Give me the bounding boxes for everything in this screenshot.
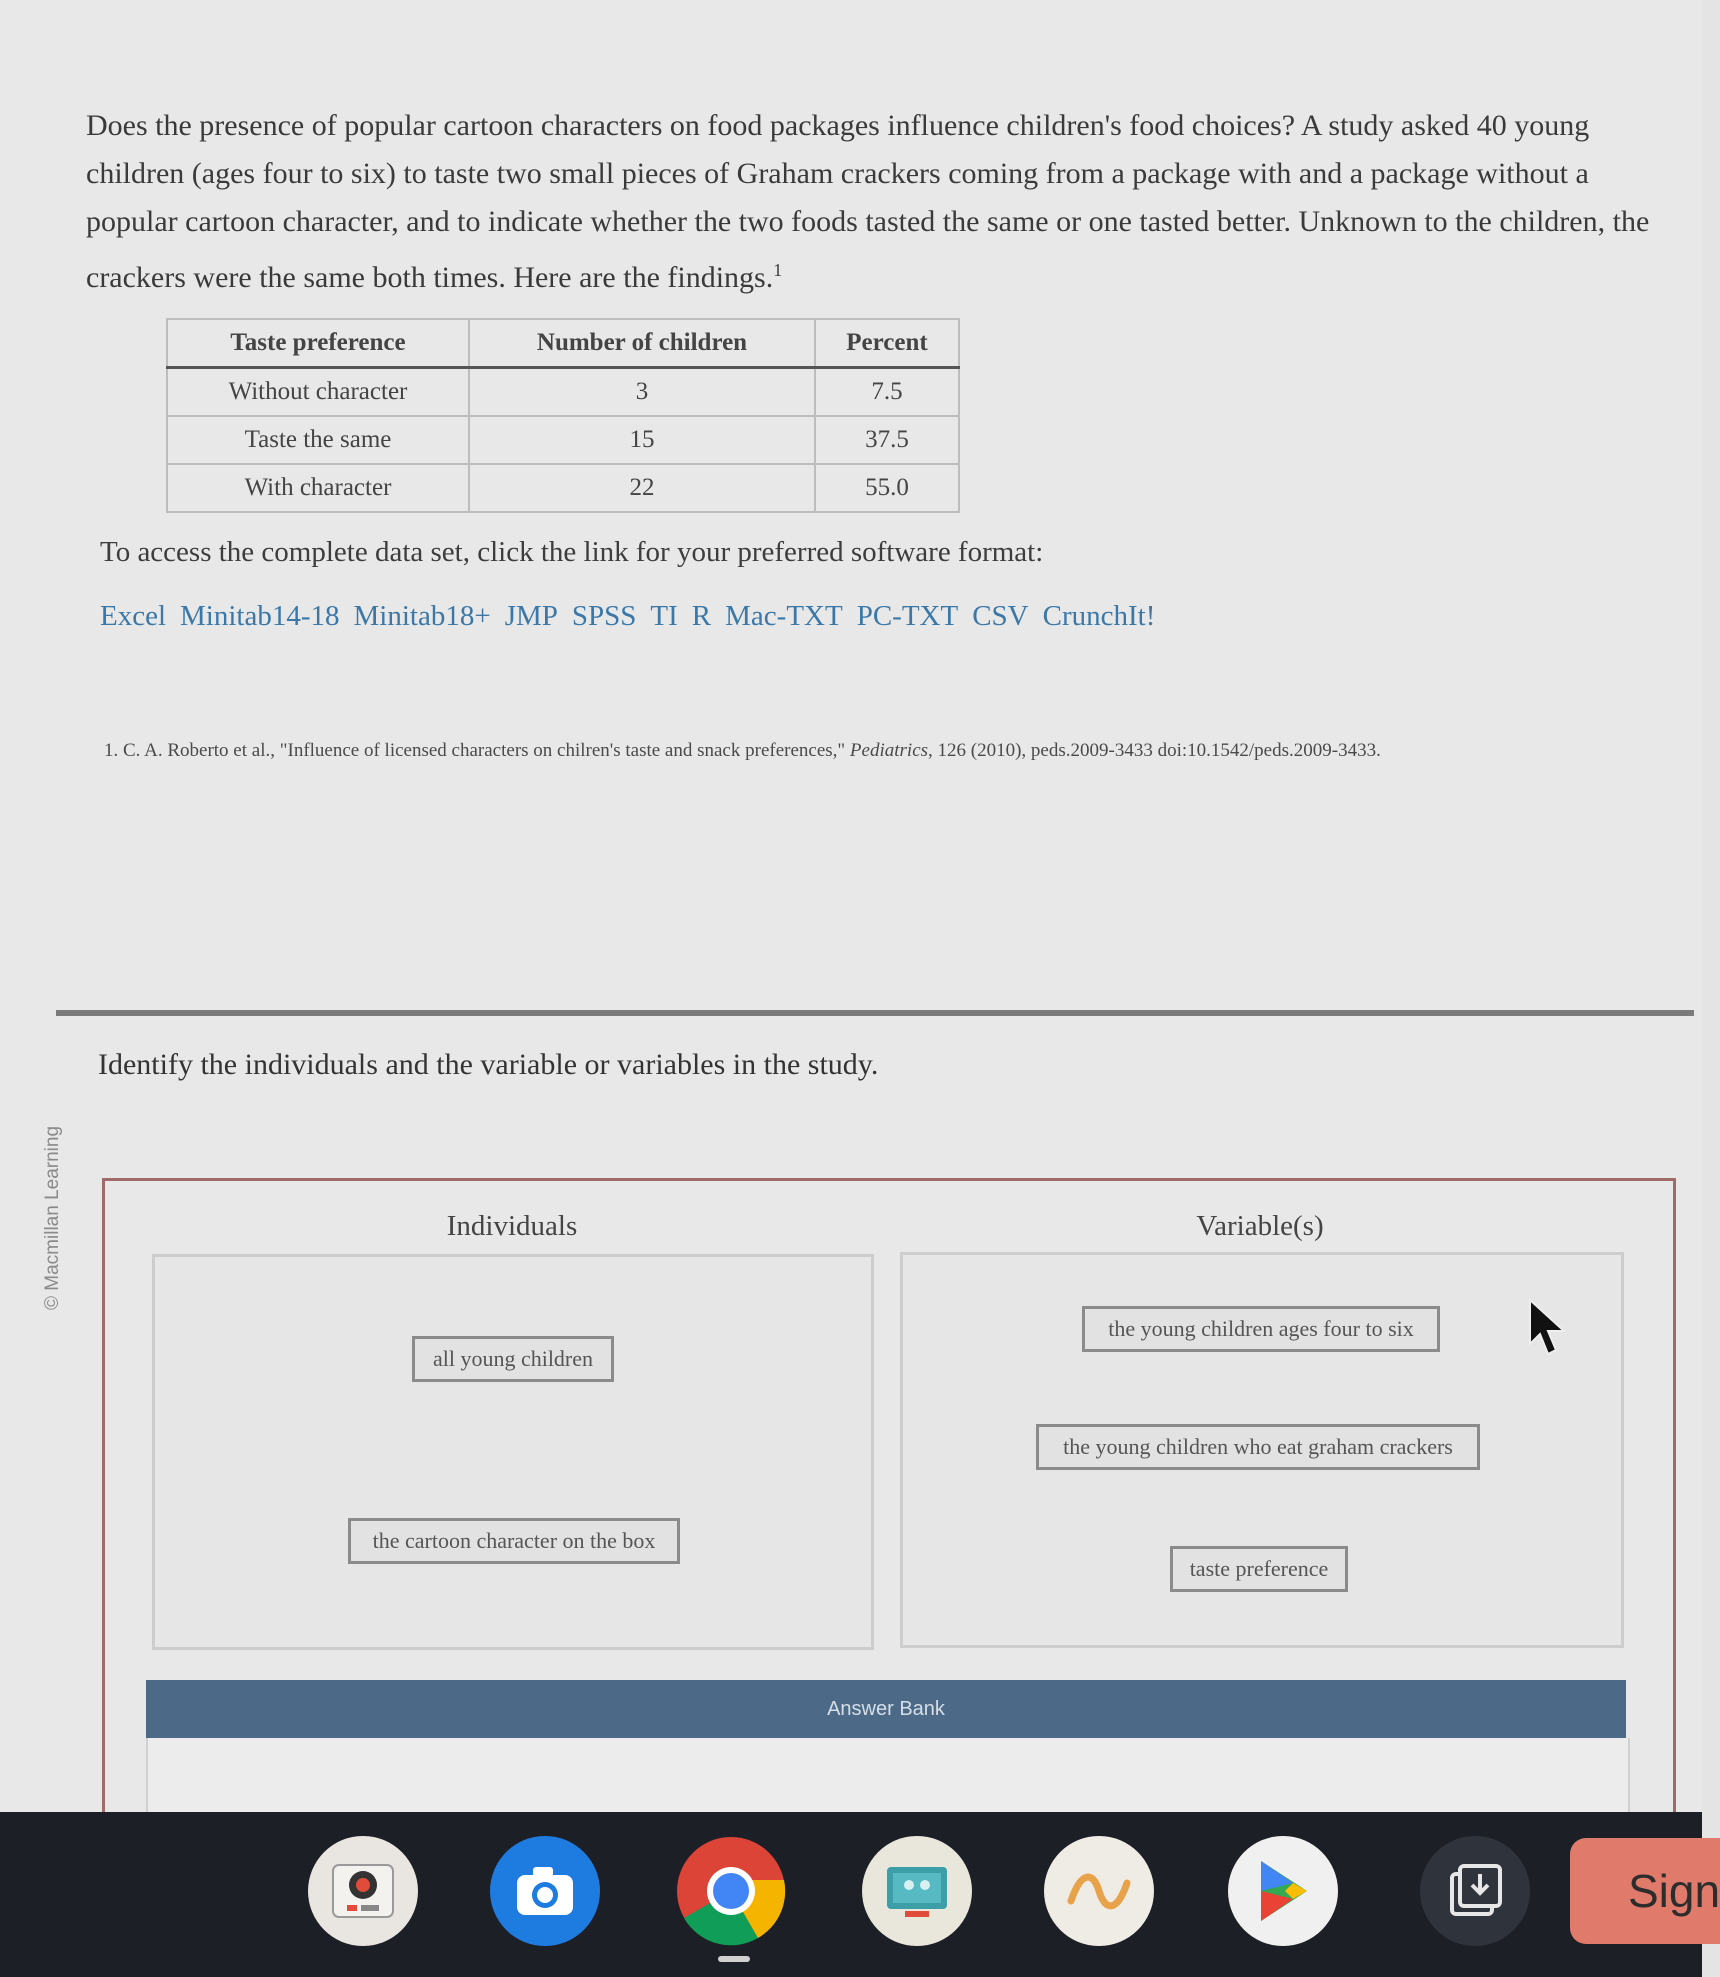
link-minitab18plus[interactable]: Minitab18+ <box>353 600 491 632</box>
link-r[interactable]: R <box>691 600 712 632</box>
table-cell: 22 <box>469 464 815 512</box>
findings-table <box>166 318 960 513</box>
table-row <box>167 368 959 417</box>
table-cell: Taste the same <box>167 416 469 464</box>
individuals-drop-zone[interactable] <box>152 1254 874 1650</box>
table-row <box>167 416 959 464</box>
dataset-links <box>100 600 1169 633</box>
macmillan-brand: © Macmillan Learning <box>42 1125 63 1310</box>
footnote-prefix: 1. C. A. Roberto et al., "Influence of licensed characters on chilren's taste and snack preferences," <box>104 740 850 761</box>
link-spss[interactable]: SPSS <box>571 600 637 632</box>
table-cell: 3 <box>469 368 815 417</box>
table-cell: 37.5 <box>815 416 959 464</box>
play-store-icon[interactable] <box>1228 1836 1338 1946</box>
table-cell: 15 <box>469 416 815 464</box>
table-cell: With character <box>167 464 469 512</box>
table-cell: 7.5 <box>815 368 959 417</box>
answer-chip[interactable]: the cartoon character on the box <box>348 1518 680 1564</box>
table-header: Taste preference <box>167 319 469 368</box>
classroom-icon[interactable] <box>862 1836 972 1946</box>
section-divider <box>56 1010 1694 1016</box>
answer-bank-area[interactable] <box>146 1738 1630 1812</box>
problem-intro <box>86 102 1676 302</box>
answer-chip[interactable]: the young children who eat graham crackers <box>1036 1424 1480 1470</box>
link-ti[interactable]: TI <box>650 600 678 632</box>
active-app-indicator <box>718 1956 750 1962</box>
individuals-title: Individuals <box>446 1210 578 1242</box>
screencast-icon[interactable] <box>308 1836 418 1946</box>
camera-icon[interactable] <box>490 1836 600 1946</box>
answer-chip[interactable]: the young children ages four to six <box>1082 1306 1440 1352</box>
access-instructions: To access the complete data set, click the link for your preferred software format: <box>100 536 1044 568</box>
link-minitab14-18[interactable]: Minitab14-18 <box>180 600 340 632</box>
table-cell: 55.0 <box>815 464 959 512</box>
chrome-icon[interactable] <box>676 1836 786 1946</box>
problem-intro-text: Does the presence of popular cartoon characters on food packages influence children's food choices? A study asked 40 young children (ages four to six) to taste two small pieces of Graham crackers coming from a package with and a package without a popular cartoon character, and to indicate whether the two foods tasted the same or one tasted better. Unknown to the children, the crackers were the same both times. Here are the findings. <box>86 109 1650 294</box>
question-prompt: Identify the individuals and the variable or variables in the study. <box>98 1048 879 1081</box>
table-cell: Without character <box>167 368 469 417</box>
answer-bank-header: Answer Bank <box>146 1680 1626 1738</box>
canvas-icon[interactable] <box>1044 1836 1154 1946</box>
table-header: Number of children <box>469 319 815 368</box>
link-mac-txt[interactable]: Mac-TXT <box>725 600 843 632</box>
table-header-row <box>167 319 959 368</box>
answer-chip[interactable]: all young children <box>412 1336 614 1382</box>
footnote-journal: Pediatrics <box>849 740 929 761</box>
download-icon[interactable] <box>1420 1836 1530 1946</box>
footnote-marker[interactable]: 1 <box>773 260 783 280</box>
table-row <box>167 464 959 512</box>
table-header: Percent <box>815 319 959 368</box>
sign-in-button[interactable]: Sign <box>1570 1838 1720 1944</box>
link-jmp[interactable]: JMP <box>504 600 558 632</box>
link-pc-txt[interactable]: PC-TXT <box>856 600 959 632</box>
footnote <box>104 740 1684 762</box>
link-crunchit[interactable]: CrunchIt! <box>1042 600 1156 632</box>
link-csv[interactable]: CSV <box>972 600 1029 632</box>
variables-title: Variable(s) <box>1196 1210 1324 1242</box>
mouse-cursor-icon <box>1526 1298 1568 1358</box>
link-excel[interactable]: Excel <box>100 600 167 632</box>
footnote-suffix: , 126 (2010), peds.2009-3433 doi:10.1542/peds.2009-3433. <box>928 740 1381 761</box>
answer-chip[interactable]: taste preference <box>1170 1546 1348 1592</box>
